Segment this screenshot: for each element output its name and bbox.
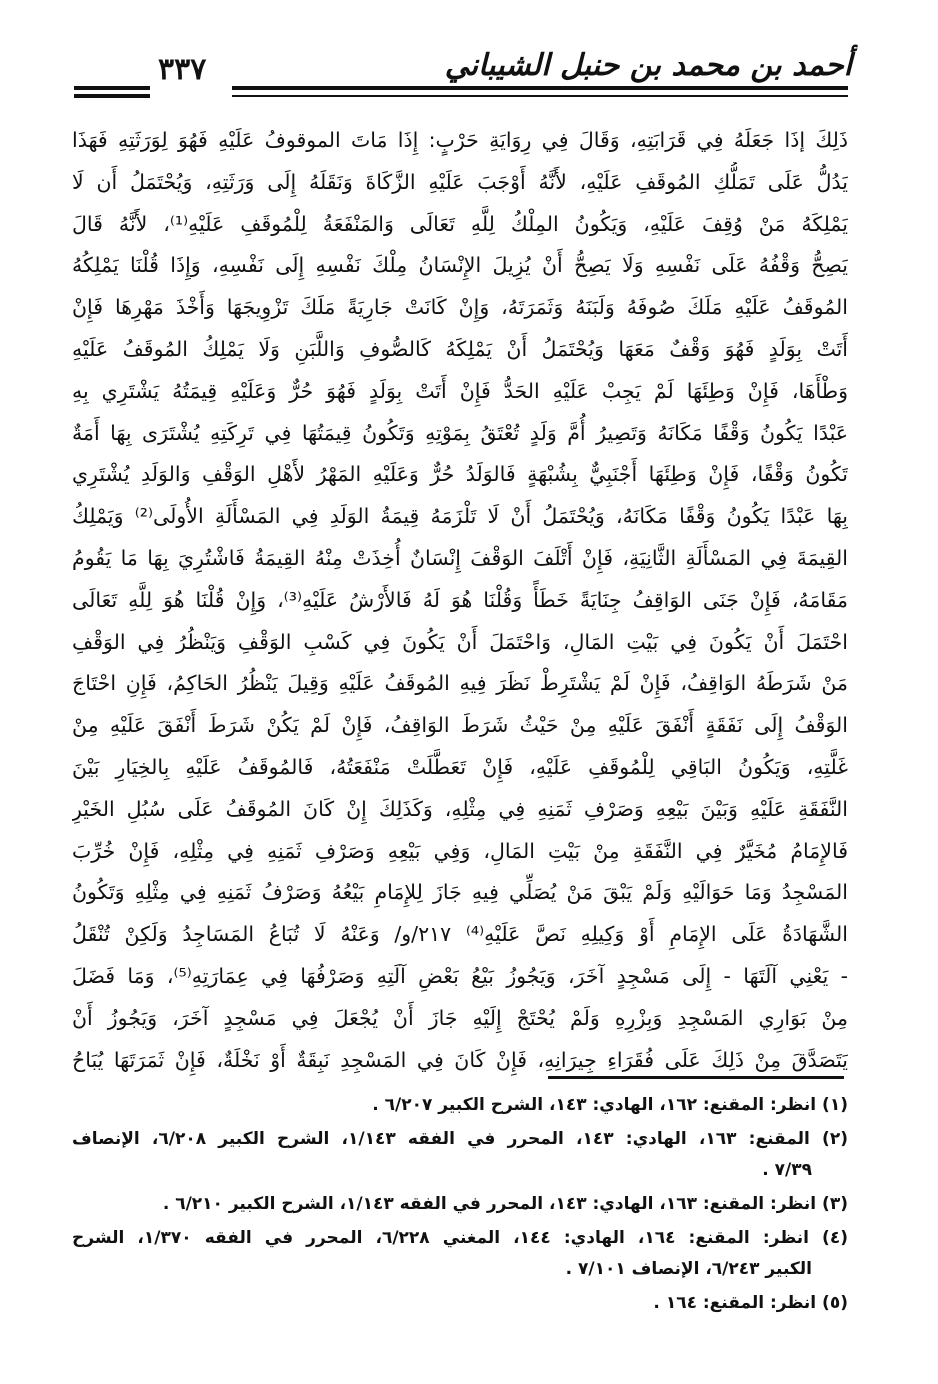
text-line: يَتَصَدَّقَ مِنْ ذَلِكَ عَلَى فُقَرَاءِ جِيرَانِهِ، فَإِنْ كَانَ فِي المَسْجِدِ نَبِقَةٌ أَوْ نَخْلَةٌ، فَإِنْ ثَمَرَتَهَا يُبَاحُ [72,1047,848,1072]
footnote-line: (١) انظر: المقنع: ١٦٢، الهادي: ١٤٣، الشرح الكبير ٦/٢٠٧ . [372,1095,848,1115]
text-line: يَمْلِكَهُ مَنْ وُقِفَ عَلَيْهِ، وَيَكُونُ المِلْكُ لِلَّهِ تَعَالَى وَالمَنْفَعَةُ لِلْمُوقَفِ عَلَيْهِ⁽¹⁾، لأَنَّهُ قَالَ [72,211,848,236]
footnote-line: الكبير ٦/٢٤٣، الإنصاف ٧/١٠١ . [565,1259,812,1279]
footnote-3 [72,1189,848,1220]
text-line: يَصِحُّ وَقْفُهُ عَلَى نَفْسِهِ وَلَا يَصِحُّ أَنْ يُزِيلَ الإِنْسَانُ مِلْكَ نَفْسِهِ إِلَى نَفْسِهِ، وَإِذَا قُلْنَا يَمْلِكُهُ [72,253,848,278]
text-line: المَسْجِدُ وَمَا حَوَالَيْهِ وَلَمْ يَبْقَ مَنْ يُصَلِّي فِيهِ جَازَ لِلإِمَامِ بَيْعُهُ وَصَرْفُ ثَمَنِهِ فِي مِثْلِهِ وَتَكُونُ [72,880,848,905]
text-line: الشَّهَادَةُ عَلَى الإِمَامِ أَوْ وَكِيلِهِ نَصَّ عَلَيْهِ⁽⁴⁾ ٢١٧/و/ وَعَنْهُ لَا تُبَاعُ المَسَاجِدُ وَلَكِنْ تُنْقَلُ [72,922,848,947]
text-line: القِيمَةَ فِي المَسْأَلَةِ الثَّانِيَةِ، فَإِنْ أَتْلَفَ الوَقْفَ إِنْسَانٌ أُخِذَتْ مِنْهُ القِيمَةُ فَاشْتُرِيَ بِهَا مَا يَقُومُ [72,545,848,570]
header-rule-left-bottom [74,94,150,98]
main-text [72,120,848,1081]
text-line: النَّفَقَةِ عَلَيْهِ وَبَيْنَ بَيْعِهِ وَصَرْفِ ثَمَنِهِ فِي مِثْلِهِ، وَكَذَلِكَ إِنْ كَانَ المُوقَفُ عَلَى سُبُلِ الخَيْرِ [72,796,848,821]
footnote-line: (٢) المقنع: ١٦٣، الهادي: ١٤٣، المحرر في الفقه ١/١٤٣، الشرح الكبير ٦/٢٠٨، الإنصاف [72,1129,848,1149]
header-rule-left-top [74,86,150,90]
text-line: مِنْ بَوَارِي المَسْجِدِ وَبِزْرِهِ وَلَمْ يُحْتَجْ إِلَيْهِ جَازَ أَنْ يُجْعَلَ فِي مَسْجِدٍ آخَرَ، وَيَجُوزُ أَنْ [72,1005,848,1030]
footnote-2 [72,1124,848,1186]
footnote-1 [72,1090,848,1121]
text-line: عَبْدًا يَكُونُ وَقْفًا مَكَانَهُ وَتَصِيرُ أُمَّ وَلَدٍ تُعْتَقُ بِمَوْتِهِ وَتَكُونُ قِيمَتُهَا فِي تَرِكَتِهِ يُشْتَرَى بِهَا أَمَةٌ [72,420,848,445]
footnote-separator [548,1076,844,1079]
text-line: بِهَا عَبْدًا يَكُونُ وَقْفًا مَكَانَهُ، وَيُحْتَمَلُ أَنْ لَا تَلْزَمَهُ قِيمَةُ الوَلَدِ فِي المَسْأَلَةِ الأُولَى⁽²⁾ وَيَمْلِكُ [72,504,848,529]
text-line: يَدُلُّ عَلَى تَمَلُّكِ المُوقَفِ عَلَيْهِ، لأَنَّهُ أَوْجَبَ عَلَيْهِ الزَّكَاةَ وَنَقَلَهُ إِلَى وَرَثَتِهِ، وَيُحْتَمَلُ أَن لَا [72,169,848,194]
text-line: مَقَامَهُ، فَإِنْ جَنَى الوَاقِفُ جِنَايَةً خَطَأً وَقُلْنَا هُوَ لَهُ فَالأَرْشُ عَلَيْهِ⁽³⁾، وَإِنْ قُلْنَا هُوَ لِلَّهِ تَعَالَى [72,587,848,612]
text-line: فَالإِمَامُ مُخَيَّرٌ فِي النَّفَقَةِ مِنْ بَيْتِ المَالِ، وَفِي بَيْعِهِ وَصَرْفِ ثَمَنِهِ فِي مِثْلِهِ، فَإِنْ خُرِّبَ [72,838,848,863]
header-rule-right-top [232,86,848,90]
page-number: ٣٣٧ [158,52,207,87]
text-line: أَتَتْ بِوَلَدٍ فَهُوَ وَقْفٌ مَعَهَا وَيُحْتَمَلُ أَنْ يَمْلِكَهُ كَالصُّوفِ وَاللَّبَنِ وَلَا يَمْلِكُ المُوقَفُ عَلَيْهِ [72,336,848,361]
header-rule-right-bottom [232,95,848,97]
footnote-line: (٣) انظر: المقنع: ١٦٣، الهادي: ١٤٣، المحرر في الفقه ١/١٤٣، الشرح الكبير ٦/٢١٠ . [162,1194,848,1214]
footnote-4 [72,1223,848,1285]
text-line: احْتَمَلَ أَنْ يَكُونَ فِي بَيْتِ المَالِ، وَاحْتَمَلَ أَنْ يَكُونَ فِي كَسْبِ الوَقْفِ وَيَنْظُرُ فِي الوَقْفِ [72,629,848,654]
text-line: مَنْ شَرَطَهُ الوَاقِفُ، فَإِنْ لَمْ يَشْتَرِطْ نَظَرَ فِيهِ المُوقَفُ عَلَيْهِ وَقِيلَ يَنْظُرُ الحَاكِمُ، فَإِنِ احْتَاجَ [72,671,848,696]
footnote-line: ٧/٣٩ . [762,1160,812,1180]
text-line: تَكُونُ وَقْفًا، فَإِنْ وَطِئَهَا أَجْنَبِيٌّ بِشُبْهَةٍ فَالوَلَدُ حُرٌّ وَعَلَيْهِ المَهْرُ لأَهْلِ الوَقْفِ وَالوَلَدِ يُشْتَرِي [72,462,848,487]
text-line: ذَلِكَ إذَا جَعَلَهُ فِي قَرَابَتِهِ، وَقَالَ فِي رِوَايَةِ حَرْبٍ: إِذَا مَاتَ الموقوفُ عَلَيْهِ فَهُوَ لِوَرَثَتِهِ فَهَذَا [72,128,848,152]
running-title: أحمد بن محمد بن حنبل الشيباني [444,48,852,83]
running-header [72,42,852,102]
text-line: المُوقَفُ عَلَيْهِ مَلَكَ صُوفَهُ وَلَبَنَهُ وَثَمَرَتَهُ، وَإِنْ كَانَتْ جَارِيَةً مَلَكَ تَزْوِيجَهَا وَأَخْذَ مَهْرِهَا فَإِنْ [72,295,848,320]
footnote-5 [72,1288,848,1319]
text-line: - يَعْنِي آلَتَهَا - إِلَى مَسْجِدٍ آخَرَ، وَيَجُوزُ بَيْعُ بَعْضِ آلَتِهِ وَصَرْفُهَا فِي عِمَارَتِهِ⁽⁵⁾، وَمَا فَضَلَ [72,963,848,988]
footnote-line: (٥) انظر: المقنع: ١٦٤ . [653,1293,848,1313]
text-line: غَلَّتِهِ، وَيَكُونُ البَاقِي لِلْمُوقَفِ عَلَيْهِ، فَإِنْ تَعَطَّلَتْ مَنْفَعَتُهُ، فَالمُوقَفُ عَلَيْهِ بِالخِيَارِ بَيْنَ [72,754,848,779]
footnote-line: (٤) انظر: المقنع: ١٦٤، الهادي: ١٤٤، المغني ٦/٢٢٨، المحرر في الفقه ١/٣٧٠، الشرح [72,1228,848,1248]
footnotes [72,1090,848,1322]
text-line: الوَقْفُ إِلَى نَفَقَةٍ أَنْفَقَ عَلَيْهِ مِنْ حَيْثُ شَرَطَ الوَاقِفُ، فَإِنْ لَمْ يَكُنْ شَرَطَ أَنْفَقَ عَلَيْهِ مِنْ [72,713,848,738]
text-line: وَطْأَهَا، فَإِنْ وَطِئَهَا لَمْ يَجِبْ عَلَيْهِ الحَدُّ فَإِنْ أَتَتْ بِوَلَدٍ فَهُوَ حُرٌّ وَعَلَيْهِ قِيمَتُهُ يَشْتَرِي بِهِ [72,378,848,403]
